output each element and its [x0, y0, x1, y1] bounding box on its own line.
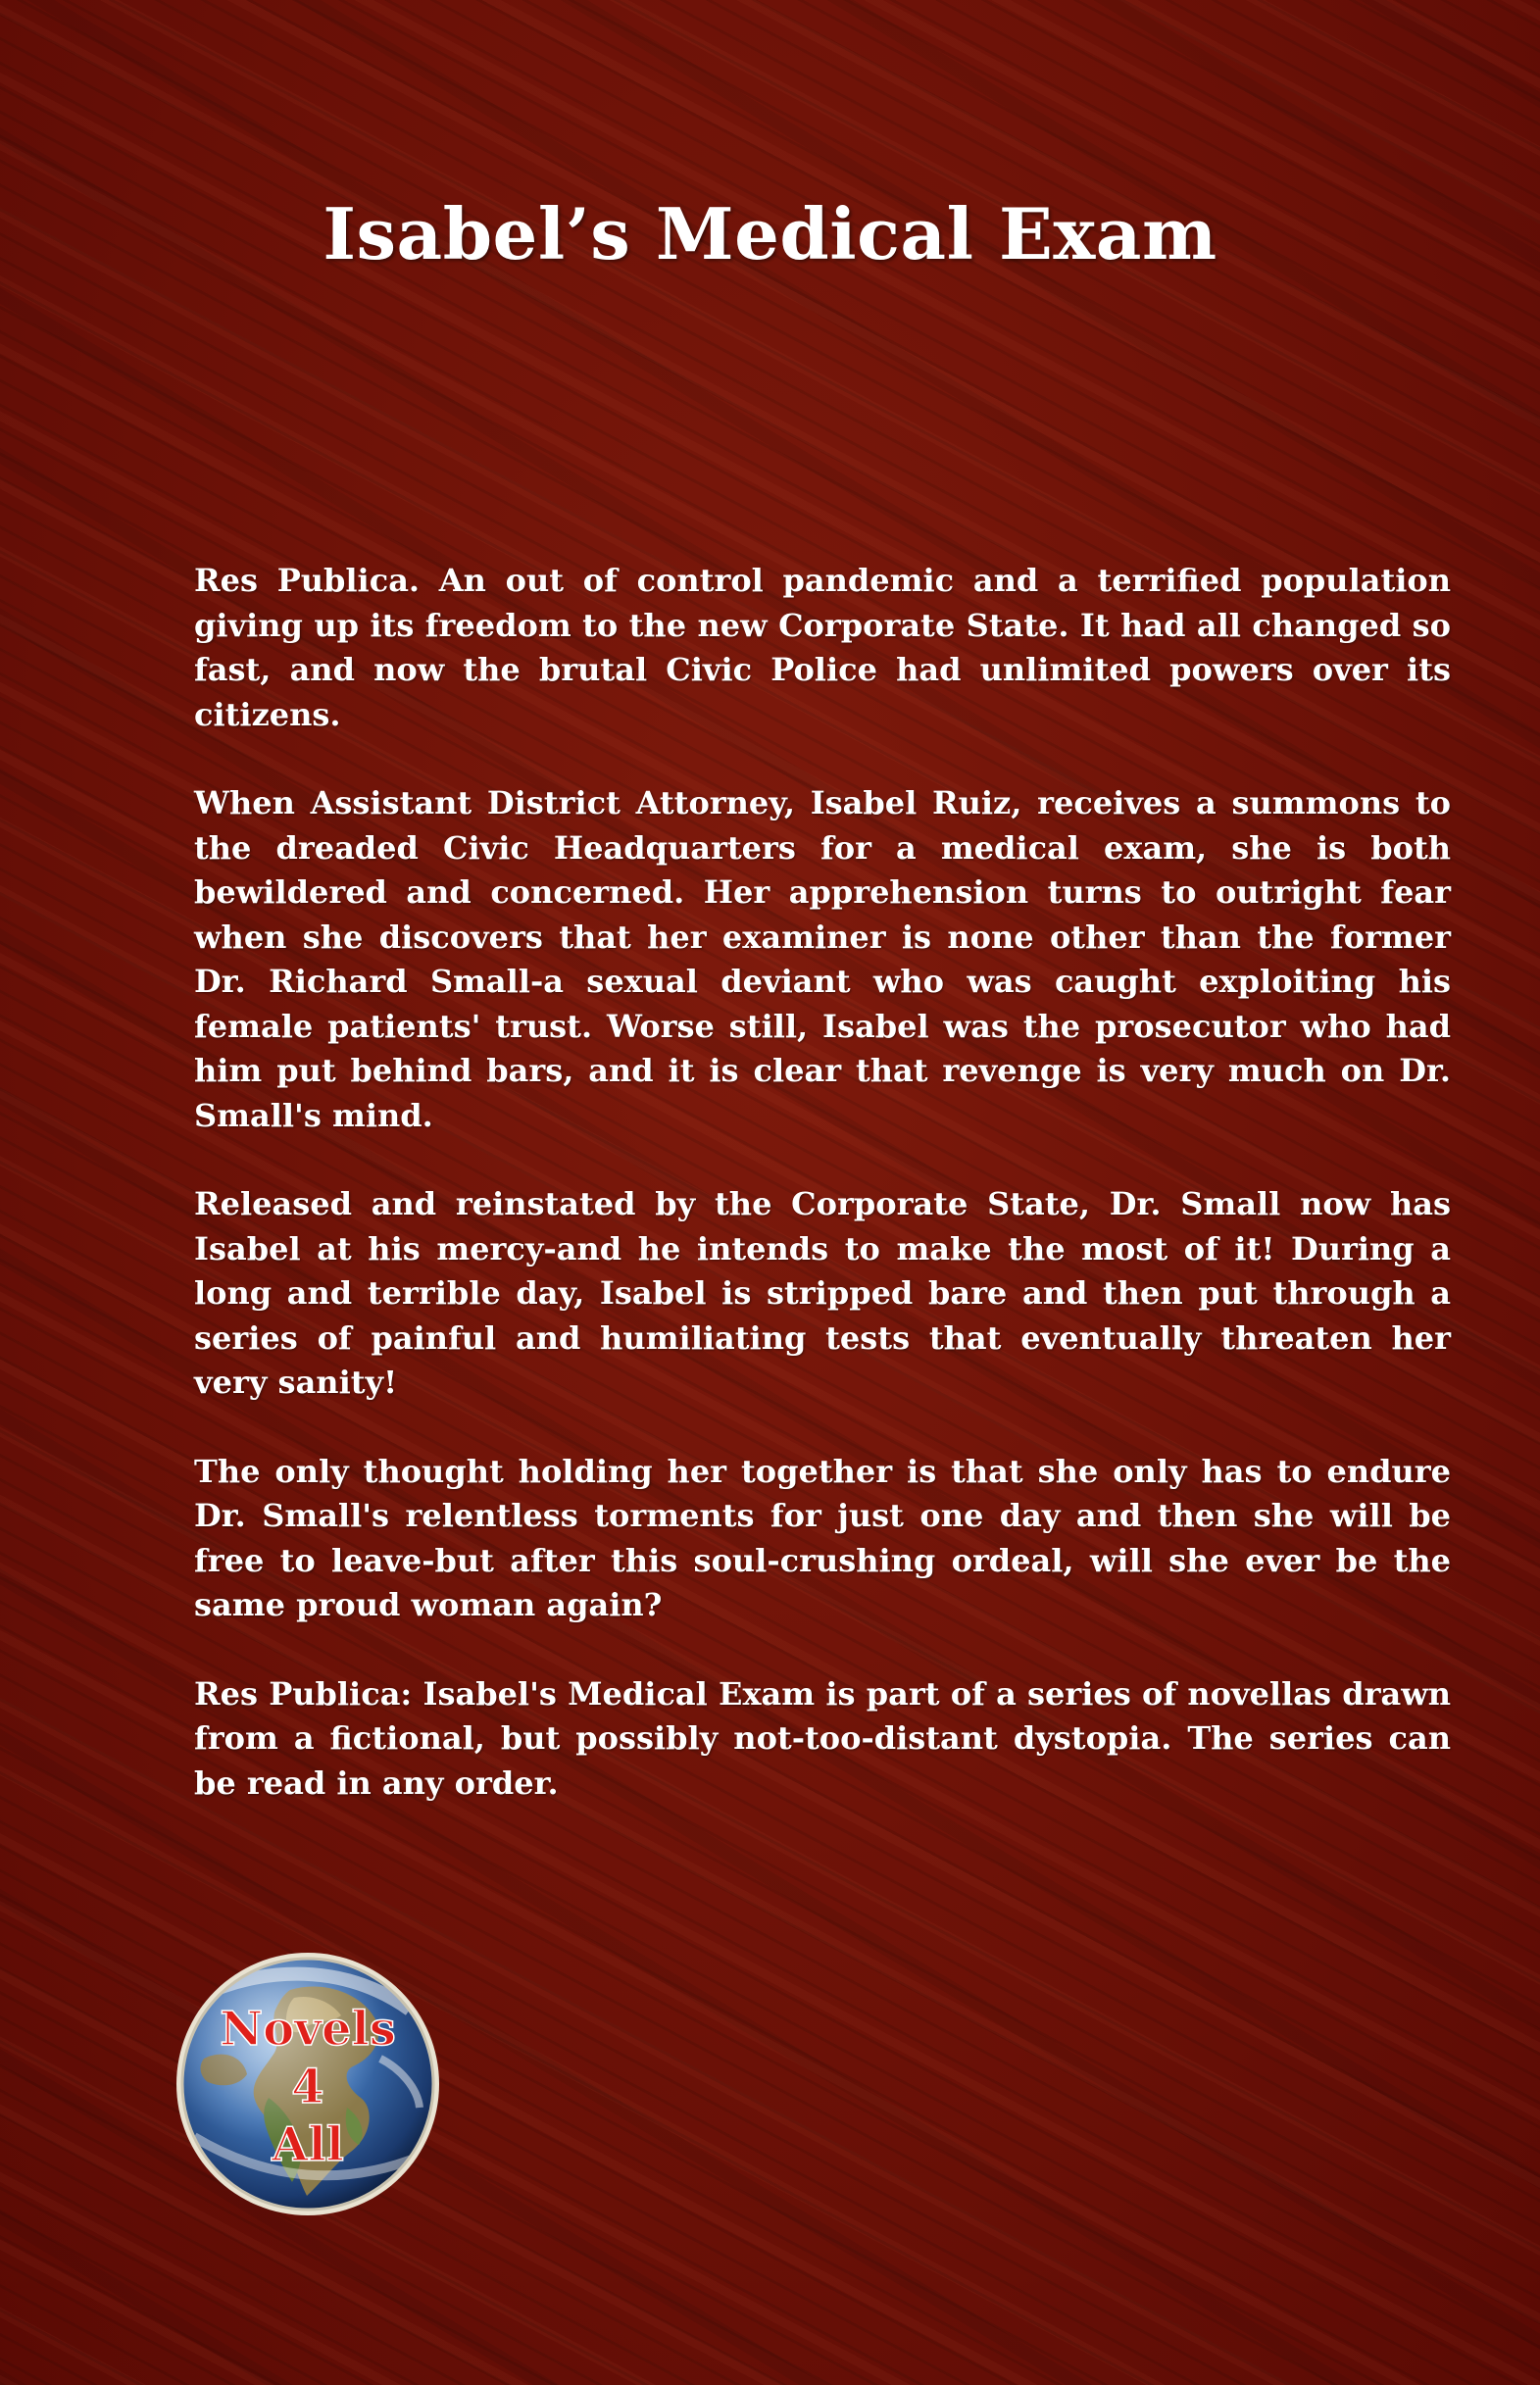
- logo-text-line3: All: [272, 2117, 344, 2172]
- globe-icon: [174, 1951, 441, 2217]
- logo-text-line2: 4: [291, 2060, 324, 2114]
- book-title: Isabel’s Medical Exam: [323, 192, 1217, 275]
- blurb-paragraph-5: Res Publica: Isabel's Medical Exam is part of a series of novellas drawn from a fictional, but possibly not-too-distant dystopia. The series can be read in any order.: [194, 1674, 1451, 1802]
- blurb: [194, 559, 1451, 1850]
- blurb-paragraph-3: Released and reinstated by the Corporate State, Dr. Small now has Isabel at his mercy-and he intends to make the most of it! During a long and terrible day, Isabel is stripped bare and then put through a series of painful and humiliating tests that eventually threaten her very sanity!: [194, 1185, 1451, 1401]
- blurb-paragraph-1: Res Publica. An out of control pandemic and a terrified population giving up its freedom to the new Corporate State. It had all changed so fast, and now the brutal Civic Police had unlimited powers over its citizens.: [194, 562, 1451, 733]
- logo-text-line1: Novels: [220, 2002, 396, 2057]
- blurb-paragraph-2: When Assistant District Attorney, Isabel Ruiz, receives a summons to the dreaded Civic Headquarters for a medical exam, she is both bewildered and concerned. Her apprehension turns to outright fear when she discovers that her examiner is none other than the former Dr. Richard Small-a sexual deviant who was caught exploiting his female patients' trust. Worse still, Isabel was the prosecutor who had him put behind bars, and it is clear that revenge is very much on Dr. Small's mind.: [194, 784, 1451, 1134]
- blurb-paragraph-4: The only thought holding her together is that she only has to endure Dr. Small's relentless torments for just one day and then she will be free to leave-but after this soul-crushing ordeal, will she ever be the same proud woman again?: [194, 1452, 1451, 1623]
- publisher-logo: [174, 1951, 441, 2217]
